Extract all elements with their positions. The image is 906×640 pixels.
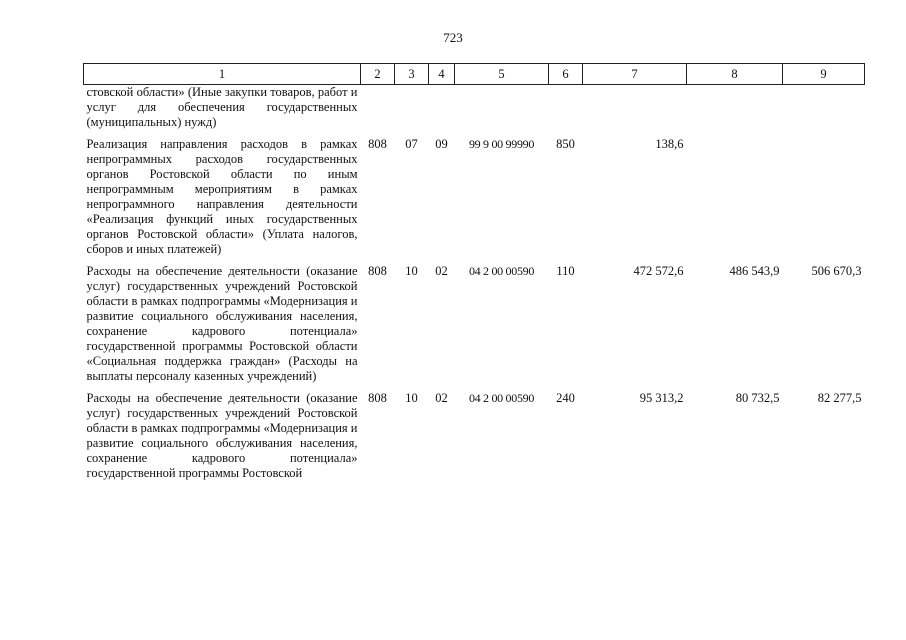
column-header: 1 xyxy=(84,64,361,85)
row-vr: 240 xyxy=(556,391,575,405)
row-ved: 808 xyxy=(368,264,387,278)
table-row xyxy=(84,137,865,264)
row-vr: 110 xyxy=(556,264,575,278)
row-sum-3: 82 277,5 xyxy=(817,391,862,405)
row-vr xyxy=(549,85,583,138)
row-pr: 02 xyxy=(435,391,448,405)
row-sum-3 xyxy=(783,137,865,264)
row-sum-1: 95 313,2 xyxy=(639,391,684,405)
row-ved: 808 xyxy=(368,391,387,405)
row-csr: 99 9 00 99990 xyxy=(468,137,535,151)
row-rz xyxy=(395,85,429,138)
table-row xyxy=(84,264,865,391)
row-rz: 07 xyxy=(405,137,418,151)
row-pr: 02 xyxy=(435,264,448,278)
row-description: Расходы на обеспечение деятельности (оказание услуг) государственных учреждений Ростовской области в рамках подпрограммы «Модернизация и развитие социального обслуживания населения, сохранение кадрового потенциала» государственной программы Ростовской области «Социальная поддержка граждан» (Расходы на выплаты персоналу казенных учреждений) xyxy=(86,264,358,383)
row-sum-1: 472 572,6 xyxy=(633,264,684,278)
row-csr: 04 2 00 00590 xyxy=(468,264,535,278)
column-header: 3 xyxy=(395,64,429,85)
column-header: 6 xyxy=(549,64,583,85)
row-description: Расходы на обеспечение деятельности (оказание услуг) государственных учреждений Ростовской области в рамках подпрограммы «Модернизация и развитие социального обслуживания населения, сохранение кадрового потенциала» государственной программы Ростовской xyxy=(86,391,358,480)
column-header: 2 xyxy=(361,64,395,85)
column-header: 8 xyxy=(687,64,783,85)
row-sum-3: 506 670,3 xyxy=(811,264,862,278)
column-header: 7 xyxy=(583,64,687,85)
row-sum-2 xyxy=(687,137,783,264)
column-header: 4 xyxy=(429,64,455,85)
row-vr: 850 xyxy=(556,137,575,151)
row-sum-2: 80 732,5 xyxy=(735,391,780,405)
page-number: 723 xyxy=(443,30,463,45)
row-sum-2: 486 543,9 xyxy=(729,264,780,278)
table-row xyxy=(84,85,865,138)
row-csr: 04 2 00 00590 xyxy=(468,391,535,405)
row-rz: 10 xyxy=(405,391,418,405)
row-ved: 808 xyxy=(368,137,387,151)
table-header-row xyxy=(84,64,865,85)
row-description: стовской области» (Иные закупки товаров, работ и услуг для обеспечения государственных (муниципальных) нужд) xyxy=(86,85,358,129)
row-sum-1 xyxy=(583,85,687,138)
budget-table xyxy=(83,63,865,481)
row-sum-2 xyxy=(687,85,783,138)
row-ved xyxy=(361,85,395,138)
row-pr: 09 xyxy=(435,137,448,151)
row-description: Реализация направления расходов в рамках непрограммных расходов государственных органов Ростовской области по иным непрограммным мероприятиям в рамках непрограммного направления деятельности «Реализация функций иных государственных органов Ростовской области» (Уплата налогов, сборов и иных платежей) xyxy=(86,137,358,256)
table-row xyxy=(84,391,865,481)
row-sum-3 xyxy=(783,85,865,138)
row-csr xyxy=(455,85,549,138)
column-header: 5 xyxy=(455,64,549,85)
column-header: 9 xyxy=(783,64,865,85)
row-rz: 10 xyxy=(405,264,418,278)
row-sum-1: 138,6 xyxy=(655,137,684,151)
row-pr xyxy=(429,85,455,138)
